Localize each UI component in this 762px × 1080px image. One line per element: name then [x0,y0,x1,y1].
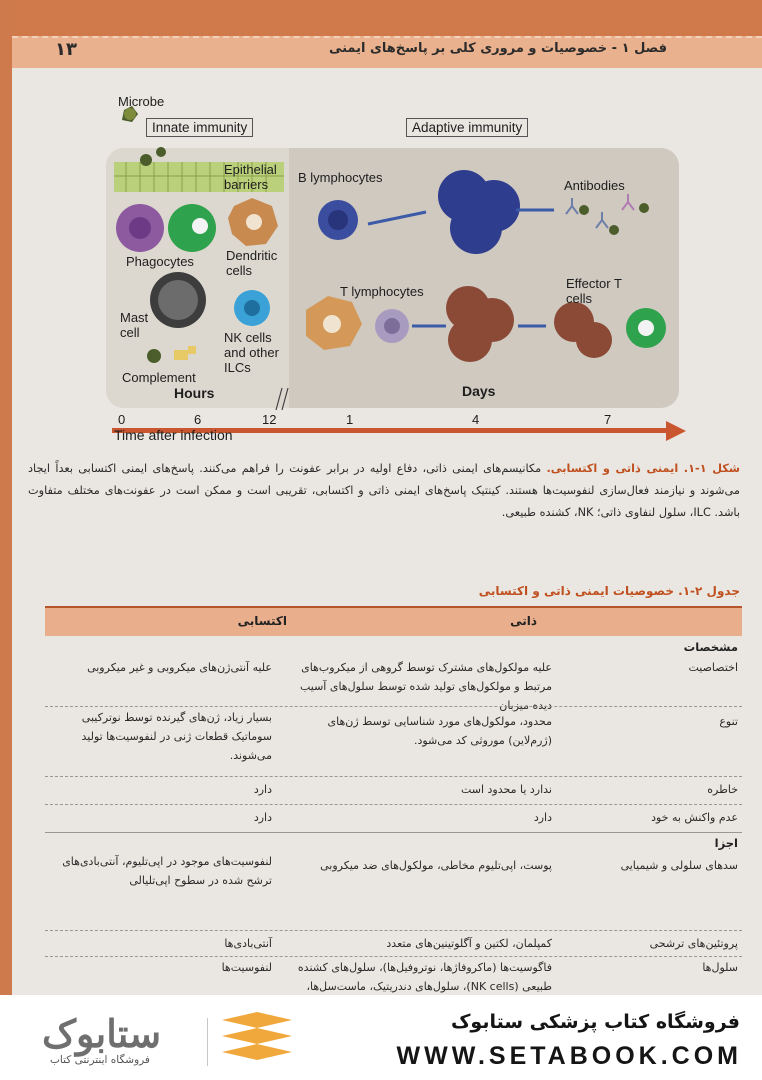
dendritic-cells-label: Dendritic cells [226,248,278,278]
innate-immunity-label: Innate immunity [146,118,253,137]
row-memory-adaptive: دارد [253,783,272,796]
time-axis-arrowhead [666,421,686,441]
epithelial-barriers-label: Epithelial barriers [224,162,277,192]
row-specificity-innate: علیه مولکول‌های مشترک توسط گروهی از میکروب‌های مرتبط و مولکول‌های تولید شده توسط سلول‌های آسیب دیده میزبان [299,661,552,712]
row-specificity-label: اختصاصیت [688,661,738,674]
t-lymphocyte-clones-icon [446,286,514,362]
row-divider [45,832,742,833]
col-adaptive-header: اکتسابی [237,614,287,628]
immunity-figure [106,88,686,448]
dendritic-cell-icon [228,198,278,246]
effector-t-cells-label: Effector T cells [566,276,622,306]
tick-label-12: 12 [262,412,277,427]
row-memory-innate: ندارد یا محدود است [460,783,552,796]
microbe-label: Microbe [118,94,165,109]
section-characteristics: مشخصات [683,640,738,654]
footer-separator [207,1018,208,1066]
footer-url-link[interactable]: WWW.SETABOOK.COM [396,1042,742,1070]
antibodies-label: Antibodies [564,178,625,193]
footer-tagline: فروشگاه اینترنتی کتاب [50,1054,150,1066]
antigen-presenting-cell-icon [306,296,362,350]
caption-text: مکانیسم‌های ایمنی ذاتی، دفاع اولیه در برابر عفونت را فراهم می‌کنند. پاسخ‌های ایمنی اکتسابی بعداً ایجاد می‌شوند و نیازمند فعال‌سازی لنفوسیت‌ها هستند. کینتیک پاسخ‌های ایمنی ذاتی و اکتسابی، تقریبی است و ممکن است در عفونت‌های مختلف متفاوت باشد. ILC، سلول لنفاوی ذاتی؛ NK، کشنده طبیعی. [28,462,740,519]
row-self-tolerance-label: عدم واکنش به خود [651,811,738,824]
row-diversity-innate: محدود، مولکول‌های مورد شناسایی توسط ژن‌های (ژرم‌لاین) موروثی کد می‌شود. [327,715,552,747]
table-title: جدول ۲-۱. خصوصیات ایمنی ذاتی و اکتسابی [478,584,740,598]
tick-label-day4: 4 [472,412,480,427]
row-cells-adaptive: لنفوسیت‌ها [221,961,272,974]
immunity-table [45,606,742,995]
figure-caption [28,458,740,524]
complement-icon [147,346,196,363]
days-label: Days [462,383,496,399]
row-barriers-innate: پوست، اپی‌تلیوم مخاطی، مولکول‌های ضد میکروبی [320,859,552,872]
row-secreted-proteins-label: پروتئین‌های ترشحی [649,937,738,950]
time-axis-label: Time after infection [114,427,233,443]
time-break-mark [276,388,288,410]
tick-label-day1: 1 [346,412,354,427]
chapter-title: فصل ۱ - خصوصیات و مروری کلی بر پاسخ‌های ایمنی [328,41,667,56]
row-self-tolerance-innate: دارد [533,811,552,824]
row-secreted-proteins-innate: کمپلمان، لکتین و آگلوتینین‌های متعدد [386,937,552,950]
adaptive-immunity-label: Adaptive immunity [406,118,528,137]
row-specificity-adaptive: علیه آنتی‌ژن‌های میکروبی و غیر میکروبی [87,661,272,674]
row-barriers-label: سدهای سلولی و شیمیایی [620,859,738,872]
t-lymphocyte-icon [375,309,409,343]
row-memory-label: خاطره [707,783,738,796]
row-divider [45,706,742,707]
b-arrow-1 [368,212,426,224]
mast-cell-label: Mast cell [120,310,149,340]
col-innate-header: ذاتی [510,614,537,628]
effector-t-cells-icon [554,302,666,358]
hours-label: Hours [174,385,215,401]
nk-cells-label: NK cells and other ILCs [224,330,279,375]
section-components: اجزا [714,836,738,850]
page-number: ۱۳ [55,39,77,60]
phagocyte-cells-icon [116,204,216,252]
row-divider [45,930,742,931]
tick-label-day7: 7 [604,412,612,427]
row-cells-label: سلول‌ها [702,961,738,974]
setabook-logo-icon [222,1012,292,1072]
antibodies-icon [566,194,649,235]
row-diversity-label: تنوع [719,715,738,728]
row-diversity-adaptive: بسیار زیاد، ژن‌های گیرنده توسط نوترکیبی سوماتیک قطعات ژنی در لنفوسیت‌ها تولید می‌شوند. [81,711,272,762]
page-left-border [0,0,12,995]
t-lymphocytes-label: T lymphocytes [340,284,424,299]
row-divider [45,776,742,777]
page-top-border [0,0,762,36]
b-lymphocytes-label: B lymphocytes [298,170,383,185]
complement-label: Complement [122,370,196,385]
phagocytes-label: Phagocytes [126,254,194,269]
row-secreted-proteins-adaptive: آنتی‌بادی‌ها [224,937,272,950]
nk-cell-icon [234,290,270,326]
row-barriers-adaptive: لنفوسیت‌های موجود در اپی‌تلیوم، آنتی‌بادی‌های ترشح شده در سطوح اپی‌تلیالی [62,855,272,887]
tick-label-0: 0 [118,412,126,427]
footer-shop-name: فروشگاه کتاب پزشکی ستابوک [450,1011,740,1033]
footer-brand-logo: ستابوک [42,1014,162,1056]
row-self-tolerance-adaptive: دارد [253,811,272,824]
b-lymphocyte-clones-icon [438,170,520,254]
caption-label: شکل ۱-۱. ایمنی ذاتی و اکتسابی. [546,462,740,475]
row-divider [45,804,742,805]
table-header [45,608,742,636]
row-cells-innate: فاگوسیت‌ها (ماکروفاژها، نوتروفیل‌ها)، سلول‌های کشنده طبیعی (NK cells)، سلول‌های دندریتیک، ماست‌سل‌ها، [297,961,552,993]
b-lymphocyte-icon [318,200,358,240]
tick-label-6: 6 [194,412,202,427]
row-divider [45,956,742,957]
